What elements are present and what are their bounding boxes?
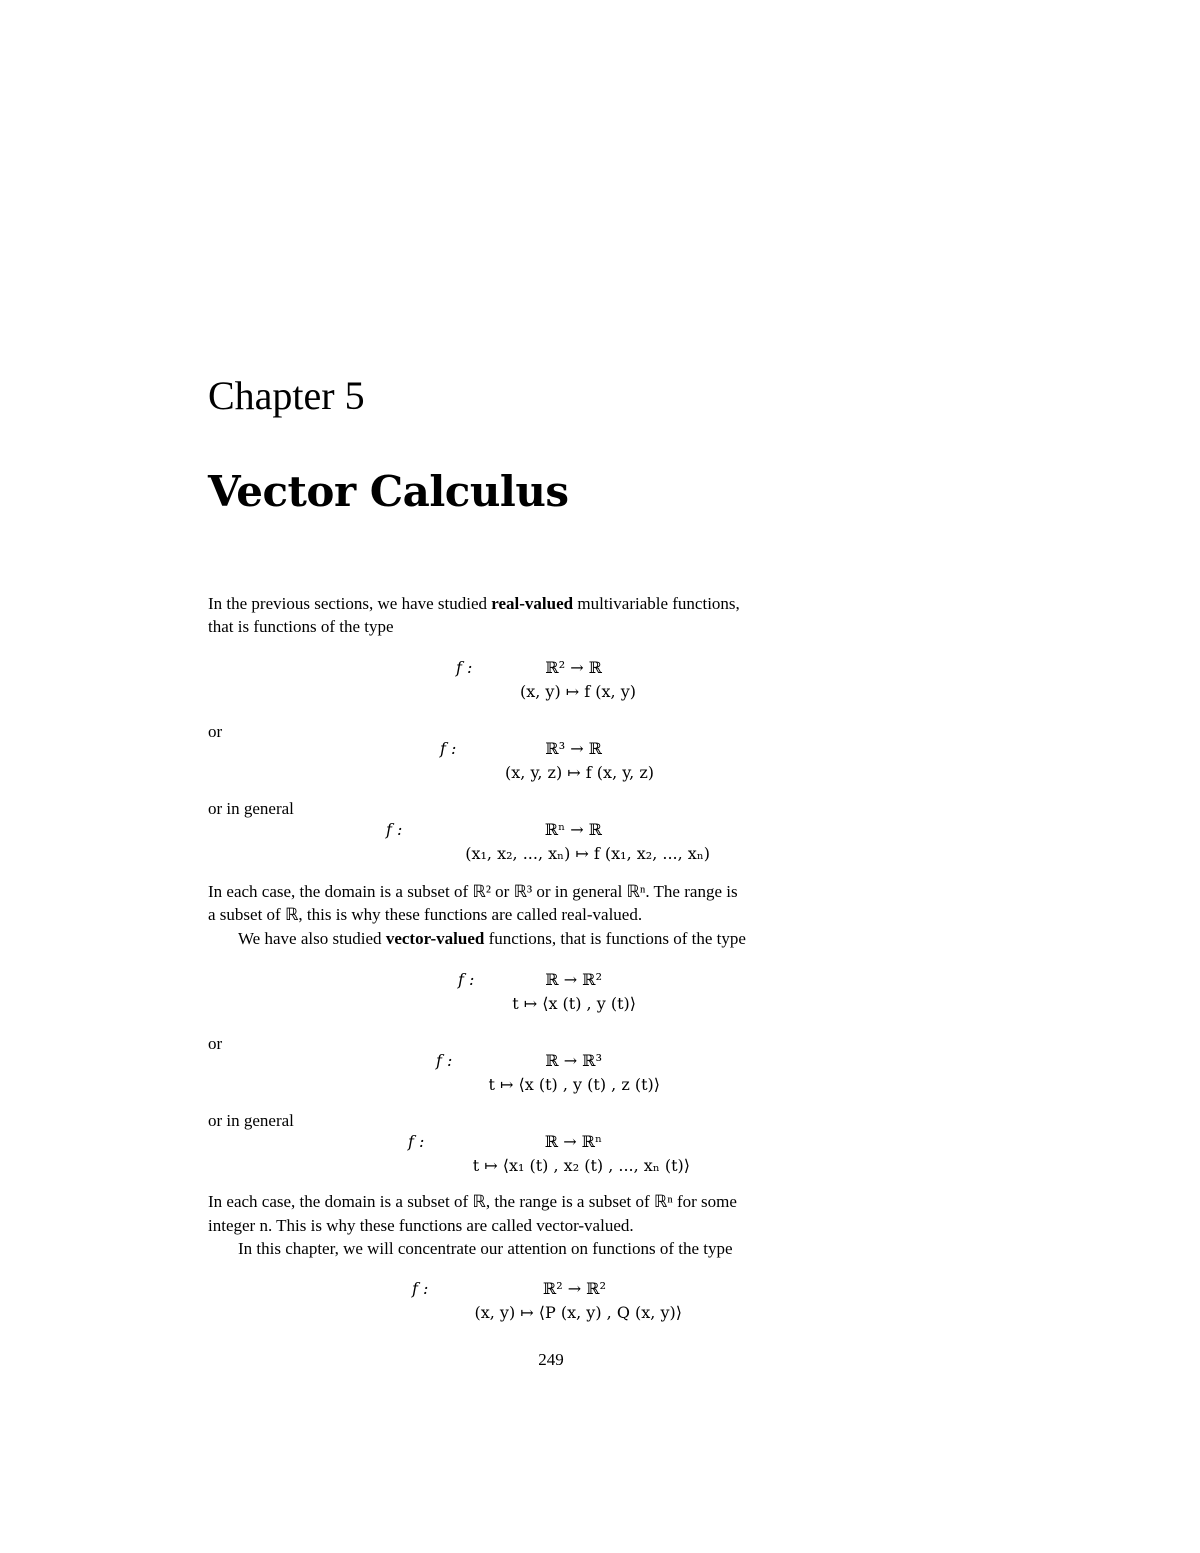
equation-mapping: ℝ² → ℝ²	[543, 1279, 606, 1298]
page-number: 249	[538, 1350, 564, 1369]
function-symbol: f :	[386, 820, 403, 839]
equation-mapping: ℝ → ℝ³	[545, 1051, 602, 1070]
connector-or: or	[208, 722, 223, 741]
equation-rule: t ↦ ⟨x₁ (t) , x₂ (t) , ..., xₙ (t)⟩	[472, 1156, 690, 1175]
equation-3	[0, 818, 1200, 868]
equation-4	[0, 968, 1200, 1018]
equation-mapping: ℝⁿ → ℝ	[544, 820, 602, 839]
paragraph-5: In this chapter, we will concentrate our attention on functions of the type	[238, 1239, 733, 1258]
bold-term: vector-valued	[385, 929, 485, 948]
equation-rule: t ↦ ⟨x (t) , y (t)⟩	[512, 994, 636, 1013]
text-span: We have also studied	[238, 929, 386, 948]
connector-or: or	[208, 1034, 223, 1053]
equation-rule: (x, y) ↦ f (x, y)	[519, 682, 636, 701]
paragraph-4-line-1: In each case, the domain is a subset of ℝ, the range is a subset of ℝⁿ for some	[208, 1192, 737, 1211]
connector-or-in-general: or in general	[208, 1111, 294, 1130]
paragraph-3	[208, 927, 898, 950]
equation-2	[0, 737, 1200, 787]
function-symbol: f :	[412, 1279, 429, 1298]
equation-7	[0, 1277, 1200, 1327]
function-symbol: f :	[408, 1132, 425, 1151]
connector-or-in-general: or in general	[208, 799, 294, 818]
function-symbol: f :	[440, 739, 457, 758]
function-symbol: f :	[458, 970, 475, 989]
equation-rule: (x, y) ↦ ⟨P (x, y) , Q (x, y)⟩	[474, 1303, 682, 1322]
paragraph-4-line-2: integer n. This is why these functions are called vector-valued.	[208, 1216, 634, 1235]
paragraph-1-line-1	[208, 592, 898, 615]
text-span: multivariable functions,	[573, 594, 740, 613]
equation-rule: t ↦ ⟨x (t) , y (t) , z (t)⟩	[488, 1075, 660, 1094]
equation-mapping: ℝ² → ℝ	[545, 658, 602, 677]
paragraph-2-line-1: In each case, the domain is a subset of ℝ² or ℝ³ or in general ℝⁿ. The range is	[208, 882, 738, 901]
text-span: In the previous sections, we have studied	[208, 594, 492, 613]
equation-mapping: ℝ → ℝ²	[545, 970, 602, 989]
equation-rule: (x₁, x₂, ..., xₙ) ↦ f (x₁, x₂, ..., xₙ)	[465, 844, 710, 863]
equation-6	[0, 1130, 1200, 1180]
function-symbol: f :	[436, 1051, 453, 1070]
equation-mapping: ℝ³ → ℝ	[545, 739, 602, 758]
paragraph-2-line-2: a subset of ℝ, this is why these functions are called real-valued.	[208, 905, 643, 924]
equation-1	[0, 656, 1200, 706]
equation-mapping: ℝ → ℝⁿ	[544, 1132, 602, 1151]
chapter-title: Vector Calculus	[208, 467, 569, 516]
bold-term: real-valued	[491, 594, 574, 613]
equation-rule: (x, y, z) ↦ f (x, y, z)	[505, 763, 654, 782]
paragraph-1-line-2: that is functions of the type	[208, 617, 394, 636]
equation-5	[0, 1049, 1200, 1099]
function-symbol: f :	[456, 658, 473, 677]
chapter-label: Chapter 5	[208, 373, 365, 418]
text-span: functions, that is functions of the type	[484, 929, 746, 948]
